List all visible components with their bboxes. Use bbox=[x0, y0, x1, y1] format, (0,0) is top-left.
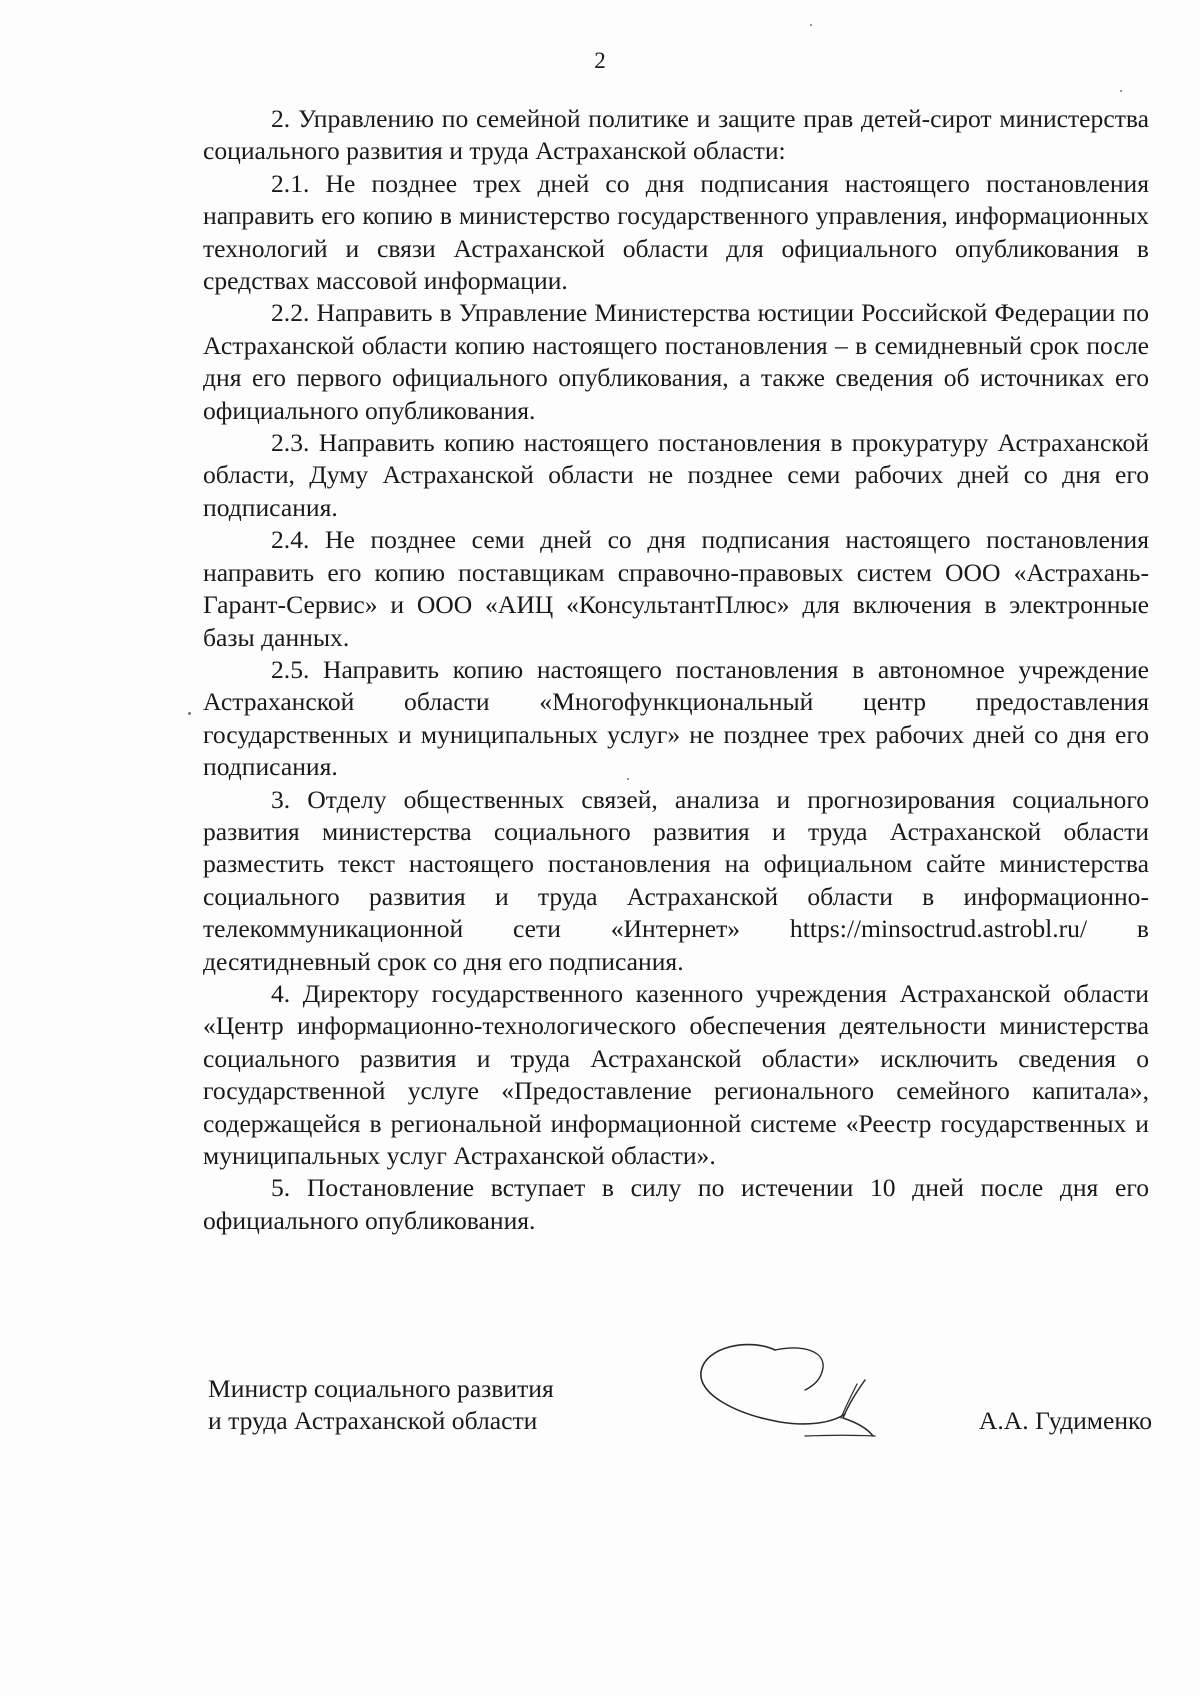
scan-speck bbox=[188, 712, 191, 715]
signatory-title-line-1: Министр социального развития bbox=[208, 1374, 554, 1403]
paragraph-2: 2. Управлению по семейной политике и защите прав детей-сирот министерства социального развития и труда Астраханской области: bbox=[203, 104, 1149, 166]
paragraph-2-5: 2.5. Направить копию настоящего постановления в автономное учреждение Астраханской области «Многофункциональный центр предоставления государственных и муниципальных услуг» не позднее трех рабочих дней со дня его подписания. bbox=[203, 654, 1149, 782]
paragraph-5: 5. Постановление вступает в силу по истечении 10 дней после дня его официального опубликования. bbox=[203, 1173, 1149, 1235]
signatory-name: А.А. Гудименко bbox=[978, 1406, 1152, 1435]
signatory-title bbox=[208, 1373, 628, 1438]
paragraph-4: 4. Директору государственного казенного учреждения Астраханской области «Центр информационно-технологического обеспечения деятельности министерства социального развития и труда Астраханской области» исключить сведения о государственной услуге «Предоставление регионального семейного капитала», содержащейся в региональной информационной системе «Реестр государственных и муниципальных услуг Астраханской области». bbox=[203, 978, 1149, 1170]
signatory-title-line-2: и труда Астраханской области bbox=[208, 1406, 538, 1436]
scan-speck bbox=[810, 24, 812, 26]
document-body bbox=[203, 103, 1149, 1237]
paragraph-2-3: 2.3. Направить копию настоящего постановления в прокуратуру Астраханской области, Думу Астраханской области не позднее семи рабочих дней со дня его подписания. bbox=[203, 428, 1149, 522]
page-number: 2 bbox=[594, 48, 606, 73]
paragraph-2-1: 2.1. Не позднее трех дней со дня подписания настоящего постановления направить его копию в министерство государственного управления, информационных технологий и связи Астраханской области для официального опубликования в средствах массовой информации. bbox=[203, 168, 1149, 296]
signature-block bbox=[208, 1373, 1152, 1453]
paragraph-2-2: 2.2. Направить в Управление Министерства юстиции Российской Федерации по Астраханской области копию настоящего постановления – в семидневный срок после дня его первого официального опубликования, а также сведения об источниках его официального опубликования. bbox=[203, 298, 1149, 425]
paragraph-2-4: 2.4. Не позднее семи дней со дня подписания настоящего постановления направить его копию поставщикам справочно-правовых систем ООО «Астрахань-Гарант-Сервис» и ООО «АИЦ «КонсультантПлюс» для включения в электронные базы данных. bbox=[203, 525, 1149, 652]
scan-speck bbox=[627, 778, 629, 780]
paragraph-3: 3. Отделу общественных связей, анализа и прогнозирования социального развития министерства социального развития и труда Астраханской области разместить текст настоящего постановления на официальном сайте министерства социального развития и труда Астраханской области в информационно-телекоммуникационной сети «Интернет» https://minsoctrud.astrobl.ru/ в десятидневный срок со дня его подписания. bbox=[203, 784, 1149, 976]
scan-speck bbox=[1120, 90, 1122, 92]
